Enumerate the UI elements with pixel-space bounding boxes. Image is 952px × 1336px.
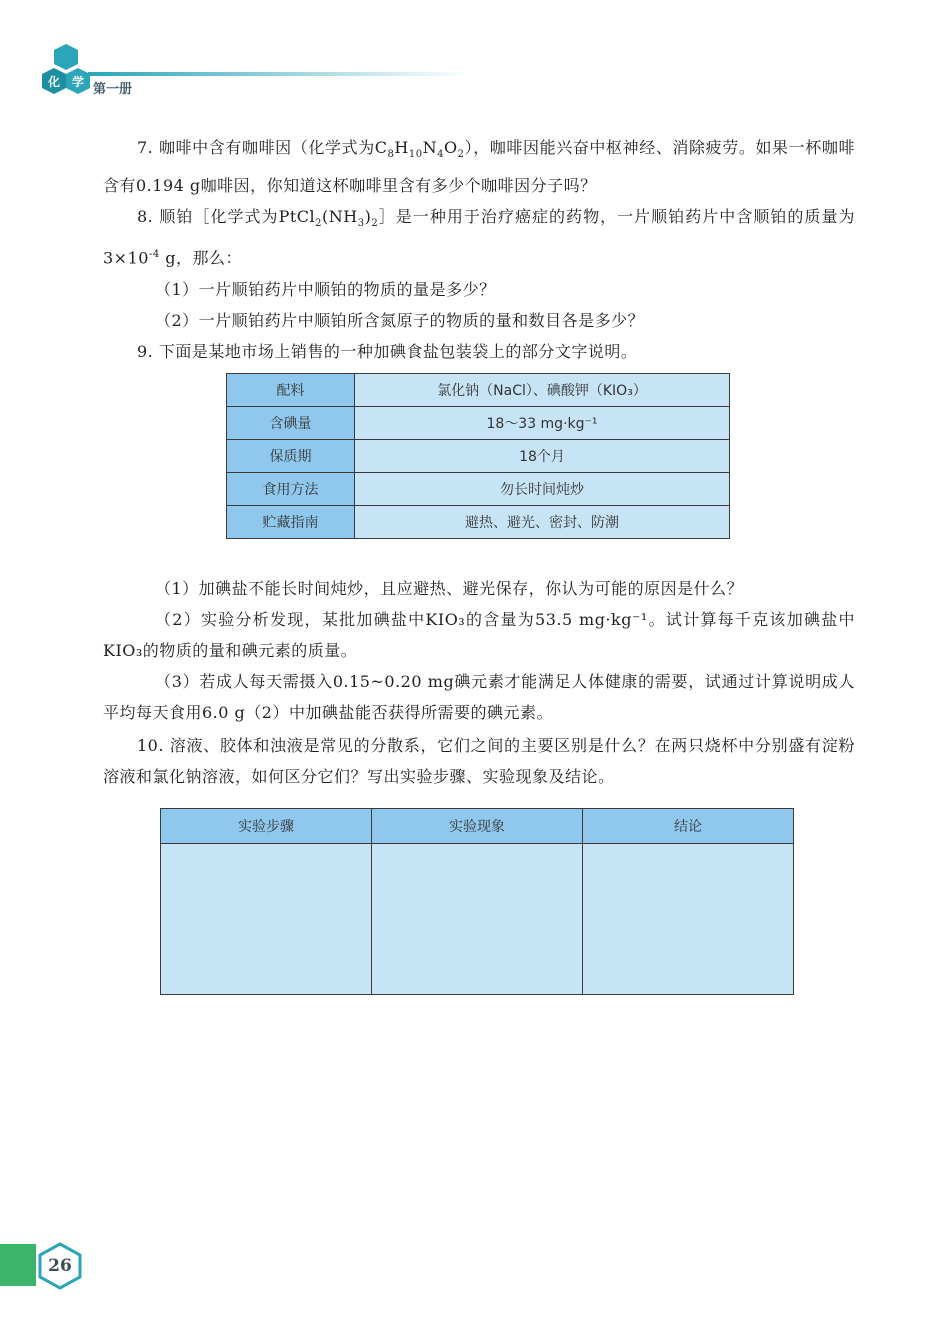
question-9-part-1: （1）加碘盐不能长时间炖炒，且应避热、避光保存，你认为可能的原因是什么？	[155, 579, 744, 598]
question-10: 10. 溶液、胶体和浊液是常见的分散系，它们之间的主要区别是什么？在两只烧杯中分别盛有淀粉溶液和氯化钠溶液，如何区分它们？写出实验步骤、实验现象及结论。	[103, 736, 855, 786]
question-8-part-2: （2）一片顺铂药片中顺铂所含氮原子的物质的量和数目各是多少？	[155, 310, 645, 330]
iodized-salt-label-table	[226, 373, 730, 539]
table-key: 含碘量	[227, 407, 355, 440]
table-row	[227, 440, 730, 473]
table-row	[227, 506, 730, 539]
svg-text:学: 学	[71, 75, 85, 89]
column-header-phenomena: 实验现象	[372, 809, 583, 844]
page-header	[0, 0, 952, 110]
answer-cell-conclusion[interactable]	[583, 844, 794, 995]
table-row	[227, 407, 730, 440]
book-label: 第一册	[93, 82, 133, 97]
question-9-parts	[103, 573, 855, 728]
question-9-part-2: （2）实验分析发现，某批加碘盐中KIO₃的含量为53.5 mg·kg⁻¹。试计算每千克该加碘盐中KIO₃的物质的量和碘元素的质量。	[103, 610, 855, 660]
question-10-block	[103, 730, 855, 792]
answer-cell-phenomena[interactable]	[372, 844, 583, 995]
table-key: 配料	[227, 374, 355, 407]
table-row	[161, 844, 794, 995]
svg-text:化: 化	[47, 75, 61, 89]
page-tab	[0, 1244, 36, 1286]
answer-cell-steps[interactable]	[161, 844, 372, 995]
table-value: 氯化钠（NaCl）、碘酸钾（KIO₃）	[355, 374, 730, 407]
question-8: 8. 顺铂［化学式为$PtCl_2(NH_3)_2]$是一种用于治疗癌症的药物，一片顺铂药片中含顺铂的质量为$3\times 10^{-4}$ g，那么：	[103, 207, 855, 268]
question-8-part-1: （1）一片顺铂药片中顺铂的物质的量是多少？	[155, 279, 496, 299]
page-number: 26	[48, 1256, 72, 1276]
table-key: 食用方法	[227, 473, 355, 506]
table-row	[227, 374, 730, 407]
question-block-7-8	[103, 132, 855, 367]
question-9-intro: 9. 下面是某地市场上销售的一种加碘食盐包装袋上的部分文字说明。	[137, 341, 638, 361]
table-value: 勿长时间炖炒	[355, 473, 730, 506]
table-key: 贮藏指南	[227, 506, 355, 539]
experiment-answer-table	[160, 808, 794, 995]
table-key: 保质期	[227, 440, 355, 473]
column-header-steps: 实验步骤	[161, 809, 372, 844]
table-header-row	[161, 809, 794, 844]
question-9-part-3: （3）若成人每天需摄入0.15~0.20 mg碘元素才能满足人体健康的需要，试通过计算说明成人平均每天食用6.0 g（2）中加碘盐能否获得所需要的碘元素。	[103, 672, 855, 722]
table-value: 避热、避光、密封、防潮	[355, 506, 730, 539]
column-header-conclusion: 结论	[583, 809, 794, 844]
table-value: 18～33 mg·kg⁻¹	[355, 407, 730, 440]
header-rule	[88, 72, 468, 76]
question-7: 7. 咖啡中含有咖啡因（化学式为$C_8H_{10}N_4O_2$），咖啡因能兴奋中枢神经、消除疲劳。如果一杯咖啡含有0.194 g咖啡因，你知道这杯咖啡里含有多少个咖啡因分子吗？	[103, 138, 855, 196]
table-row	[227, 473, 730, 506]
table-value: 18个月	[355, 440, 730, 473]
